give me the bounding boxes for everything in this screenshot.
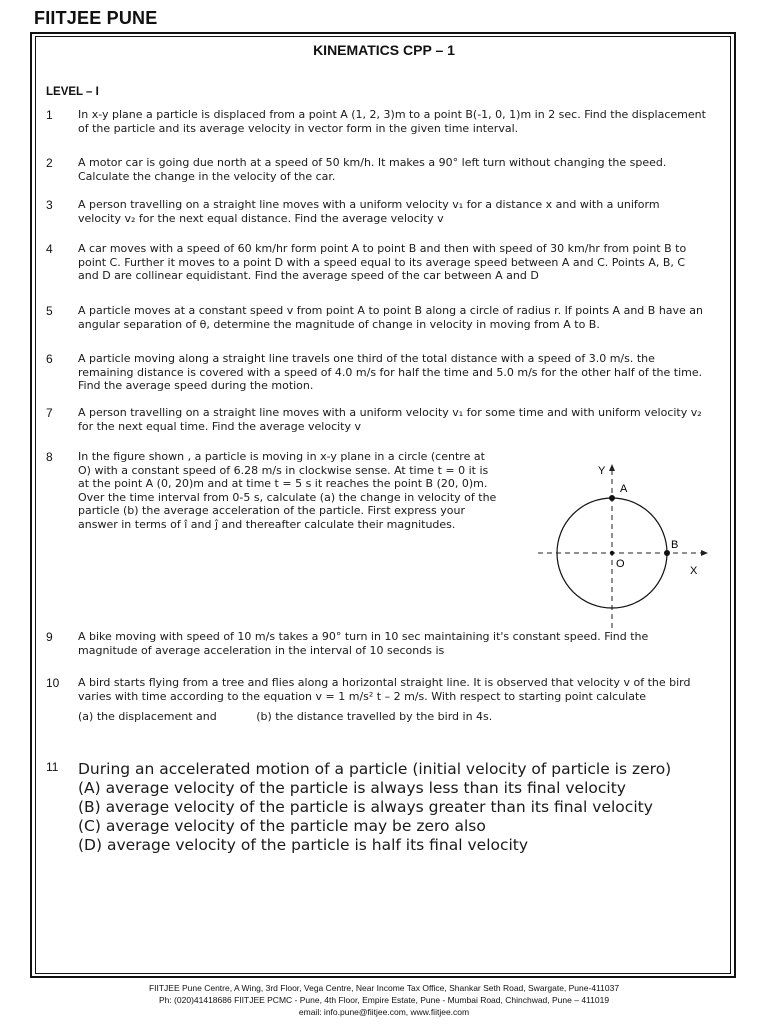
question-number: 9 [46, 630, 53, 644]
point-b-label: B [671, 539, 679, 551]
org-header: FIITJEE PUNE [34, 8, 158, 28]
footer [0, 982, 768, 1018]
question-number: 3 [46, 198, 53, 212]
origin-marker [610, 551, 614, 555]
question-text: A person travelling on a straight line moves with a uniform velocity v₁ for some time and with uniform velocity v₂ for the next equal time. Find the average velocity v [78, 406, 702, 433]
circle-motion-figure [530, 456, 720, 636]
question-number: 7 [46, 406, 53, 420]
x-axis-arrow [701, 550, 708, 556]
question-text [78, 760, 706, 855]
point-a-marker [609, 495, 615, 501]
question-text: A car moves with a speed of 60 km/hr form point A to point B and then with speed of 30 km/hr from point B to point C. Further it moves to a point D with a speed equal to its average speed between A and C. Points A, B, C and D are collinear equidistant. Find the average speed of the car between A and D [78, 242, 687, 282]
question-number: 2 [46, 156, 53, 170]
question-number: 5 [46, 304, 53, 318]
part-b: (b) the distance travelled by the bird in 4s. [256, 710, 493, 723]
question-number: 11 [46, 760, 59, 774]
y-axis-label: Y [598, 465, 606, 477]
question-number: 8 [46, 450, 53, 464]
question-text: A person travelling on a straight line moves with a uniform velocity v₁ for a distance x and with a uniform velocity v₂ for the next equal distance. Find the average velocity v [78, 198, 660, 225]
footer-contact: email: info.pune@fiitjee.com, www.fiitjee.com [298, 1007, 470, 1017]
origin-label: O [616, 558, 625, 570]
document-title: KINEMATICS CPP – 1 [313, 42, 455, 58]
question-number: 4 [46, 242, 53, 256]
option-c: (C) average velocity of the particle may be zero also [78, 817, 486, 835]
question-text: A motor car is going due north at a speed of 50 km/h. It makes a 90° left turn without changing the speed. Calculate the change in the velocity of the car. [78, 156, 667, 183]
question-text: A particle moves at a constant speed v from point A to point B along a circle of radius r. If points A and B have an angular separation of θ, determine the magnitude of change in velocity in moving from A to B. [78, 304, 704, 331]
point-b-marker [664, 550, 670, 556]
option-d: (D) average velocity of the particle is half its final velocity [78, 836, 529, 854]
question-text: In the figure shown , a particle is moving in x-y plane in a circle (centre at O) with a constant speed of 6.28 m/s in clockwise sense. At time t = 0 it is at the point A (0, 20)m and at time t = 5 s it reaches the point B (20, 0)m. Over the time interval from 0-5 s, calculate (a) the change in velocity of the particle (b) the average acceleration of the particle. First express your answer in terms of î and ĵ and thereafter calculate their magnitudes. [78, 450, 497, 531]
question-stem: A bird starts flying from a tree and flies along a horizontal straight line. It is observed that velocity v of the bird varies with time according to the equation v = 1 m/s² t – 2 m/s. With respect to starting point calculate [78, 676, 691, 703]
x-axis-label: X [690, 565, 698, 577]
question-stem: During an accelerated motion of a particle (initial velocity of particle is zero) [78, 760, 672, 778]
part-a: (a) the displacement and [78, 710, 217, 723]
level-heading: LEVEL – I [46, 86, 99, 98]
question-number: 1 [46, 108, 53, 122]
y-axis-arrow [609, 464, 615, 471]
point-a-label: A [620, 483, 628, 495]
option-a: (A) average velocity of the particle is always less than its final velocity [78, 779, 626, 797]
question-number: 10 [46, 676, 60, 690]
question-text: A bike moving with speed of 10 m/s takes a 90° turn in 10 sec maintaining it's constant speed. Find the magnitude of average acceleration in the interval of 10 seconds is [78, 630, 649, 657]
sub-parts [78, 710, 706, 724]
option-b: (B) average velocity of the particle is always greater than its final velocity [78, 798, 653, 816]
question-text: A particle moving along a straight line travels one third of the total distance with a speed of 3.0 m/s. the remaining distance is covered with a speed of 4.0 m/s for half the time and 5.0 m/s for the other half of the time. Find the average speed during the motion. [78, 352, 703, 392]
footer-address: FIITJEE Pune Centre, A Wing, 3rd Floor, Vega Centre, Near Income Tax Office, Shankar Seth Road, Swargate, Pune-411037 [148, 983, 620, 993]
question-number: 6 [46, 352, 53, 366]
footer-phone: Ph: (020)41418686 FIITJEE PCMC - Pune, 4th Floor, Empire Estate, Pune - Mumbai Road, Chinchwad, Pune – 411019 [158, 995, 610, 1005]
question-text: In x-y plane a particle is displaced from a point A (1, 2, 3)m to a point B(-1, 0, 1)m in 2 sec. Find the displacement of the particle and its average velocity in vector form in the given time interval. [78, 108, 706, 135]
question-text [78, 676, 706, 724]
